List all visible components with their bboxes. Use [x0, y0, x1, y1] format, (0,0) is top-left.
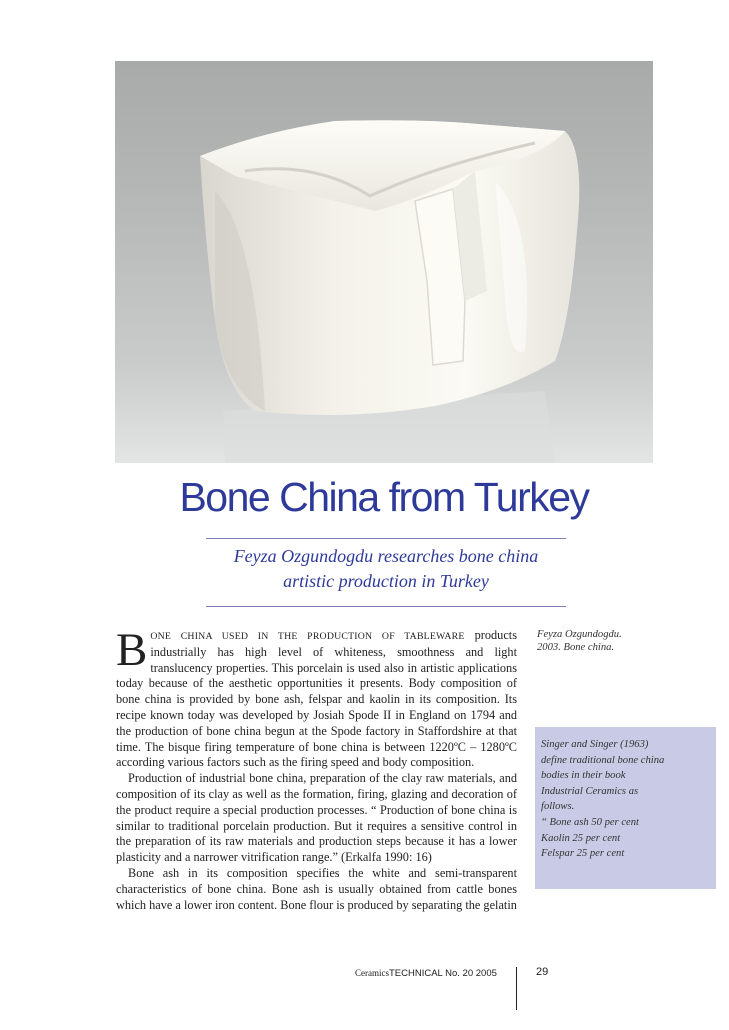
sidebar-line: Industrial Ceramics as [541, 785, 639, 797]
intro-smallcaps: ONE CHINA USED IN THE PRODUCTION OF TABLEWARE [150, 631, 465, 642]
paragraph-1 [116, 624, 517, 771]
subtitle-line-1: Feyza Ozgundogdu researches bone china [233, 546, 539, 566]
paragraph-2: Production of industrial bone china, preparation of the clay raw materials, and composition of its clay as well as the formation, firing, glazing and decoration of the product require a special production processes. “ Production of bone china is similar to traditional porcelain production. But it requires a sensitive control in the preparation of its raw materials and production steps because it has a lower plasticity and a narrower vitrification range.” (Erkalfa 1990: 16) [116, 771, 517, 865]
article-title: Bone China from Turkey [179, 474, 589, 520]
sidebar-line: Kaolin 25 per cent [541, 832, 621, 844]
bone-china-vessel-illustration [115, 61, 653, 463]
subtitle-line-2: artistic production in Turkey [283, 571, 489, 591]
sidebar-line: Felspar 25 per cent [541, 848, 625, 860]
title-rule-bottom [206, 606, 566, 607]
photo-caption [537, 628, 657, 654]
drop-cap: B [116, 624, 148, 676]
paragraph-3: Bone ash in its composition specifies the white and semi-transparent characteristics of bone china. Bone ash is usually obtained from cattle bones which have a lower iron content. Bone flour is produced by separating the gelatin [116, 865, 517, 912]
sidebar-quote-box [535, 727, 716, 889]
article-subtitle [206, 544, 566, 594]
footer-divider [516, 967, 517, 1010]
title-rule-top [206, 538, 566, 539]
article-body [116, 624, 517, 913]
paragraph-1-text: products industrially has high level of whiteness, smoothness and light translucency properties. This porcelain is used also in artistic applications today because of the aesthetic opportunities it presents. Body composition of bone china is provided by bone ash, felspar and kaolin in its composition. Its recipe known today was developed by Josiah Spode II in England on 1794 and the production of bone china begun at the Spode factory in Staffordshire at that time. The bisque firing temperature of bone china is between 1220ºC – 1280ºC according various factors such as the firing speed and body composition. [116, 628, 517, 770]
sidebar-line: bodies in their book [541, 770, 626, 782]
page-number: 29 [536, 966, 549, 978]
page-footer [355, 968, 497, 979]
sidebar-line: “ Bone ash 50 per cent [541, 816, 639, 828]
footer-publication: TECHNICAL No. 20 2005 [389, 968, 497, 979]
sidebar-line: Singer and Singer (1963) [541, 739, 649, 750]
sidebar-line: define traditional bone china [541, 754, 665, 766]
footer-brand: Ceramics [355, 968, 389, 978]
caption-line-1: Feyza Ozgundogdu. [537, 629, 622, 640]
hero-photo [115, 61, 653, 463]
caption-line-2: 2003. Bone china. [537, 642, 615, 653]
sidebar-line: follows. [541, 801, 575, 813]
